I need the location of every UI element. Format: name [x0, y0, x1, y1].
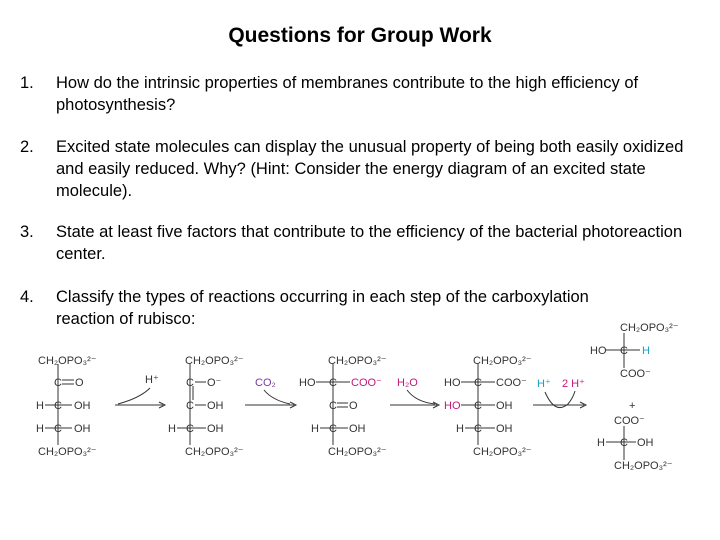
question-text: How do the intrinsic properties of membranes contribute to the high efficiency of photosynthesis?	[56, 74, 639, 114]
product-bottom	[597, 415, 673, 472]
label: H	[36, 423, 44, 435]
label: H	[642, 345, 650, 357]
label: COO⁻	[351, 377, 382, 389]
label: OH	[496, 423, 513, 435]
label: CH₂OPO₃²⁻	[38, 446, 97, 458]
molecule-keto-acid	[299, 355, 387, 458]
arrow-step-2	[245, 377, 296, 408]
label: COO⁻	[614, 415, 645, 427]
label: COO⁻	[620, 368, 651, 380]
label: C	[329, 423, 337, 435]
label: CH₂OPO₃²⁻	[185, 446, 244, 458]
question-text: Classify the types of reactions occurring in each step of the carboxylation reaction of rubisco:	[56, 288, 589, 328]
label: CH₂OPO₃²⁻	[38, 355, 97, 367]
label: C	[186, 400, 194, 412]
page-title: Questions for Group Work	[228, 24, 492, 47]
label: CH₂OPO₃²⁻	[473, 355, 532, 367]
label: C	[54, 423, 62, 435]
label: C	[186, 423, 194, 435]
label: OH	[74, 423, 91, 435]
label: C	[54, 400, 62, 412]
product-top	[590, 322, 679, 412]
label: C	[474, 377, 482, 389]
label: HO	[444, 377, 461, 389]
molecule-rubp	[36, 355, 97, 458]
label: C	[620, 437, 628, 449]
label: CH₂OPO₃²⁻	[328, 446, 387, 458]
label: CH₂OPO₃²⁻	[620, 322, 679, 334]
question-number: 4.	[20, 288, 34, 306]
label: OH	[74, 400, 91, 412]
reagent-label: H⁺	[145, 374, 159, 386]
label: CH₂OPO₃²⁻	[473, 446, 532, 458]
label: C	[54, 377, 62, 389]
label: C	[329, 400, 337, 412]
label: HO	[590, 345, 607, 357]
label: C	[474, 423, 482, 435]
label: H	[311, 423, 319, 435]
label: COO⁻	[496, 377, 527, 389]
question-number: 1.	[20, 74, 34, 92]
label: C	[186, 377, 194, 389]
molecule-hydrate	[444, 355, 532, 458]
question-number: 3.	[20, 223, 34, 241]
label: C	[620, 345, 628, 357]
label: O	[75, 377, 84, 389]
label: OH	[496, 400, 513, 412]
label: H	[36, 400, 44, 412]
question-number: 2.	[20, 138, 34, 156]
reagent-label: H₂O	[397, 377, 418, 389]
arrow-step-1	[115, 374, 165, 408]
reagent-label: H⁺	[537, 378, 551, 390]
label: HO	[299, 377, 316, 389]
label: CH₂OPO₃²⁻	[614, 460, 673, 472]
label: OH	[349, 423, 366, 435]
label: CH₂OPO₃²⁻	[185, 355, 244, 367]
label: OH	[207, 400, 224, 412]
label: O⁻	[207, 377, 222, 389]
label: OH	[637, 437, 654, 449]
label: O	[349, 400, 358, 412]
label: C	[474, 400, 482, 412]
arrow-step-3	[390, 377, 439, 408]
molecule-enediolate	[168, 355, 244, 458]
label: CH₂OPO₃²⁻	[328, 355, 387, 367]
arrow-step-4	[533, 378, 586, 408]
label: H	[168, 423, 176, 435]
question-text: State at least five factors that contribute to the efficiency of the bacterial photoreaction center.	[56, 223, 683, 263]
label: C	[329, 377, 337, 389]
label: H	[597, 437, 605, 449]
label: H	[456, 423, 464, 435]
plus-sign: +	[629, 400, 636, 412]
reagent-label: 2 H⁺	[562, 378, 585, 390]
label: OH	[207, 423, 224, 435]
question-text: Excited state molecules can display the unusual property of being both easily oxidized and easily reduced. Why? (Hint: Consider the energy diagram of an excited state molecule).	[56, 138, 684, 200]
reagent-label: CO₂	[255, 377, 276, 389]
label: HO	[444, 400, 461, 412]
